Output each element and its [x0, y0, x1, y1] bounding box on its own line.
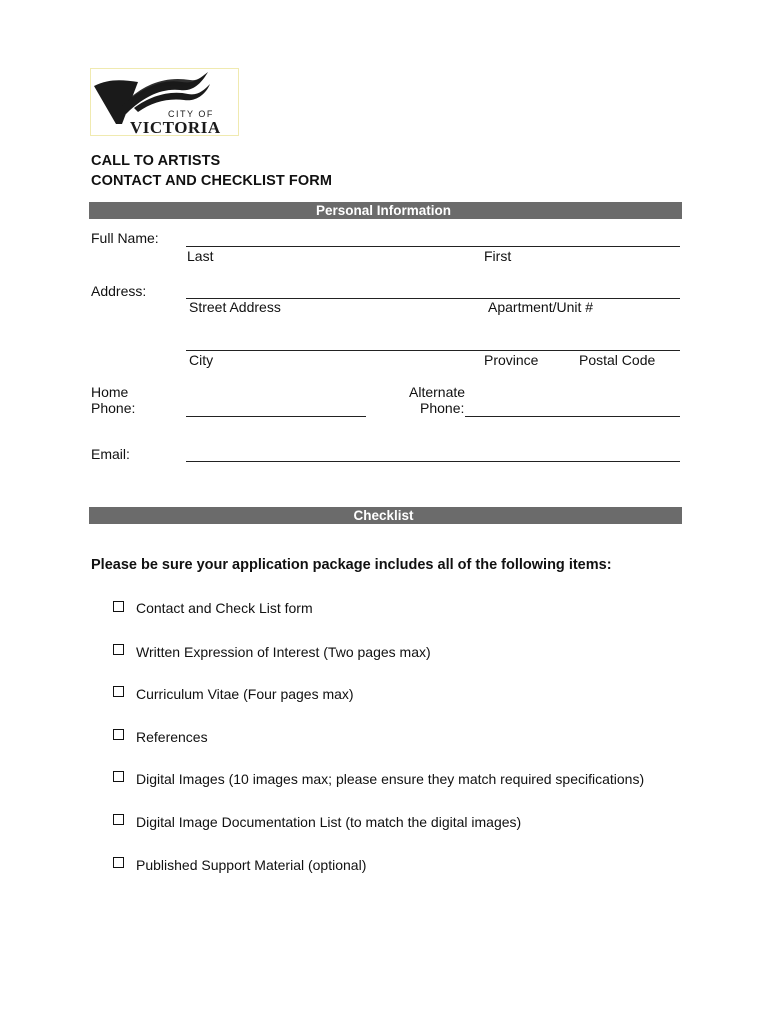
checkbox-digital-images[interactable] [113, 771, 124, 782]
personal-information-bar [89, 202, 682, 219]
form-title-line1: CALL TO ARTISTS [91, 153, 221, 169]
address-label: Address: [91, 283, 147, 299]
alternate-phone-label-line1: Alternate [409, 384, 466, 400]
full-name-field[interactable] [186, 246, 680, 247]
apartment-unit-label: Apartment/Unit # [488, 299, 594, 315]
email-field[interactable] [186, 461, 680, 462]
checklist-item-curriculum-vitae: Curriculum Vitae (Four pages max) [136, 686, 354, 702]
last-name-label: Last [187, 248, 214, 264]
checkbox-image-documentation[interactable] [113, 814, 124, 825]
home-phone-field[interactable] [186, 416, 366, 417]
logo-text-top: CITY OF [168, 109, 214, 119]
postal-code-label: Postal Code [579, 352, 656, 368]
alternate-phone-field[interactable] [465, 416, 680, 417]
checklist-item-digital-images: Digital Images (10 images max; please ensure they match required specifications) [136, 771, 645, 787]
city-label: City [189, 352, 214, 368]
checklist-item-contact-form: Contact and Check List form [136, 600, 313, 616]
province-label: Province [484, 352, 539, 368]
checklist-item-support-material: Published Support Material (optional) [136, 857, 367, 873]
full-name-label: Full Name: [91, 230, 159, 246]
city-of-victoria-logo [90, 68, 239, 136]
checklist-item-image-documentation: Digital Image Documentation List (to match the digital images) [136, 814, 522, 830]
checkbox-support-material[interactable] [113, 857, 124, 868]
home-phone-label-line1: Home [91, 384, 129, 400]
first-name-label: First [484, 248, 512, 264]
street-address-label: Street Address [189, 299, 281, 315]
alternate-phone-label-line2: Phone: [420, 400, 465, 416]
personal-information-bar-label: Personal Information [315, 203, 452, 218]
checklist-bar-label: Checklist [353, 508, 414, 523]
city-province-postal-field[interactable] [186, 350, 680, 351]
logo-text-bottom: VICTORIA [130, 118, 221, 136]
home-phone-label-line2: Phone: [91, 400, 136, 416]
checkbox-references[interactable] [113, 729, 124, 740]
checkbox-contact-form[interactable] [113, 601, 124, 612]
checklist-item-references: References [136, 729, 208, 745]
checklist-item-written-expression: Written Expression of Interest (Two pages max) [136, 644, 431, 660]
checkbox-curriculum-vitae[interactable] [113, 686, 124, 697]
checklist-bar [89, 507, 682, 524]
checklist-heading: Please be sure your application package includes all of the following items: [91, 557, 612, 573]
email-label: Email: [91, 446, 130, 462]
form-title-line2: CONTACT AND CHECKLIST FORM [91, 173, 333, 189]
checkbox-written-expression[interactable] [113, 644, 124, 655]
